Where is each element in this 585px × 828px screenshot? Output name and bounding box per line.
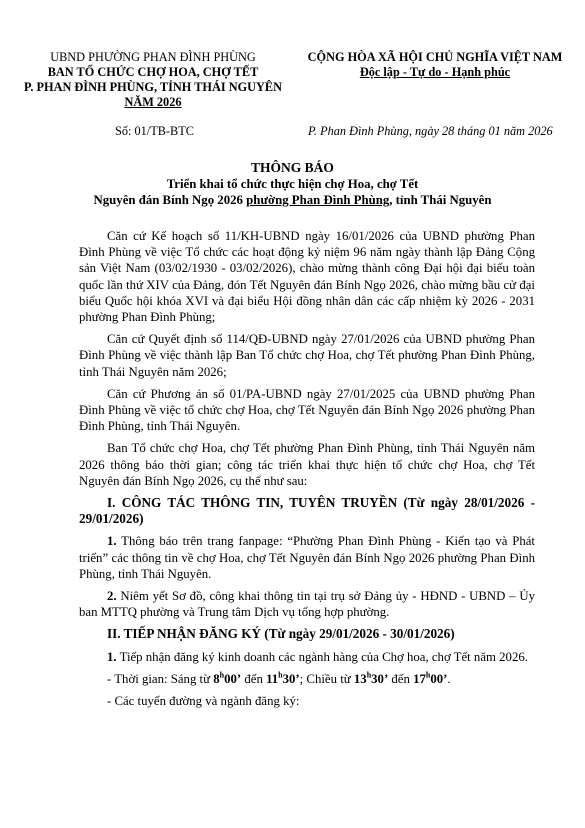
document-title: [40, 160, 545, 208]
time-1: [213, 672, 241, 686]
time-4-sup: h: [425, 670, 431, 680]
agency-line-2: BAN TỔ CHỨC CHỢ HOA, CHỢ TẾT: [47, 65, 259, 79]
time-1-min: 00’: [224, 671, 242, 686]
paragraph-basis-decision: Căn cứ Quyết định số 114/QĐ-UBND ngày 27/01/2026 của UBND phường Phan Đình Phùng về việc thành lập Ban Tổ chức chợ Hoa, chợ Tết phường Phan Đình Phùng, tỉnh Thái Nguyên năm 2026;: [79, 332, 535, 379]
title-line-3-post: , tỉnh Thái Nguyên: [389, 193, 492, 207]
time-3-hour: 13: [353, 671, 367, 686]
paragraph-announcement: Ban Tổ chức chợ Hoa, chợ Tết phường Phan Đình Phùng, tỉnh Thái Nguyên năm 2026 thông báo thời gian; công tác triển khai thực hiện tổ chức chợ Hoa, chợ Tết Nguyên đán Bính Ngọ 2026, cụ thể như sau:: [79, 441, 535, 488]
time-schedule: [79, 671, 535, 687]
paragraph-basis-plan: Căn cứ Kế hoạch số 11/KH-UBND ngày 16/01/2026 của UBND phường Phan Đình Phùng về việc Tổ chức các hoạt động kỷ niệm 96 năm ngày thành lập Đảng Cộng sản Việt Nam (03/02/1930 - 03/02/2026), chào mừng thành công Đại hội đại biểu toàn quốc lần thứ XIV của Đảng, đón Tết Nguyên đán Bính Ngọ 2026, chào mừng bầu cử đại biểu Quốc hội khóa XVI và đại biểu Hội đồng nhân dân các cấp nhiệm kỳ 2026 - 2031 phường Phan Đình Phùng;: [79, 229, 535, 325]
item-1-2: [79, 588, 535, 620]
time-2-min: 30’: [282, 671, 300, 686]
item-2-1-text: Tiếp nhận đăng ký kinh doanh các ngành hàng của Chợ hoa, chợ Tết năm 2026.: [116, 649, 528, 664]
title-line-3-pre: Nguyên đán Bính Ngọ 2026: [93, 193, 247, 207]
motto: Độc lập - Tự do - Hạnh phúc: [359, 65, 511, 79]
document-body: [79, 228, 535, 715]
item-1-1-text: Thông báo trên trang fanpage: “Phường Phan Đình Phùng - Kiến tạo và Phát triển” các thông tin về chợ Hoa, chợ Tết Nguyên đán Bính Ngọ 2026 phường Phan Đình Phùng, tỉnh Thái Nguyên.: [79, 534, 535, 581]
time-sep-2: ; Chiều từ: [299, 671, 354, 686]
time-2-hour: 11: [266, 671, 279, 686]
time-4-hour: 17: [413, 671, 426, 686]
section-heading-1: I. CÔNG TÁC THÔNG TIN, TUYÊN TRUYỀN (Từ ngày 28/01/2026 - 29/01/2026): [79, 495, 535, 527]
time-label: - Thời gian: Sáng từ: [107, 671, 214, 686]
time-1-hour: 8: [213, 671, 220, 686]
time-2: [266, 672, 300, 686]
title-line-3: [40, 192, 545, 208]
time-3-min: 30’: [371, 671, 389, 686]
item-1-2-text: Niêm yết Sơ đồ, công khai thông tin tại trụ sở Đảng ủy - HĐND - UBND – Ủy ban MTTQ phường và Trung tâm Dịch vụ tổng hợp phường.: [79, 589, 535, 620]
agency-line-1: UBND PHƯỜNG PHAN ĐÌNH PHÙNG: [50, 50, 256, 64]
time-2-sup: h: [278, 670, 283, 680]
title-line-2: Triển khai tổ chức thực hiện chợ Hoa, chợ Tết: [166, 177, 419, 191]
item-1-1-number: 1.: [107, 534, 117, 549]
item-1-1: [79, 533, 535, 582]
national-motto-header: [298, 50, 572, 80]
title-line-3-underlined: phường Phan Đình Phùng: [246, 193, 390, 207]
section-heading-2: II. TIẾP NHẬN ĐĂNG KÝ (Từ ngày 29/01/2026 - 30/01/2026): [107, 626, 455, 642]
time-4: [413, 672, 447, 686]
time-4-min: 00’: [430, 671, 448, 686]
item-2-1: [79, 649, 535, 665]
time-sep-3: đến: [388, 671, 414, 686]
time-end: .: [447, 671, 451, 686]
issuing-agency-header: [18, 50, 288, 110]
time-sep-1: đến: [241, 671, 267, 686]
time-3-sup: h: [366, 670, 372, 680]
title-heading: THÔNG BÁO: [251, 160, 334, 175]
time-3: [354, 672, 388, 686]
place-and-date: P. Phan Đình Phùng, ngày 28 tháng 01 năm 2026: [308, 124, 553, 138]
agency-line-4: NĂM 2026: [124, 95, 182, 109]
item-2-1-number: 1.: [107, 649, 117, 664]
document-number: Số: 01/TB-BTC: [115, 124, 194, 138]
paragraph-basis-scheme: Căn cứ Phương án số 01/PA-UBND ngày 27/01/2025 của UBND phường Phan Đình Phùng về việc tổ chức chợ Hoa, chợ Tết Nguyên đán Bính Ngọ 2026 phường Phan Đình Phùng, tỉnh Thái Nguyên.: [79, 386, 535, 434]
item-1-2-number: 2.: [107, 589, 117, 604]
routes-heading: - Các tuyến đường và ngành đăng ký:: [107, 694, 300, 709]
country-name: CỘNG HÒA XÃ HỘI CHỦ NGHĨA VIỆT NAM: [307, 50, 563, 64]
agency-line-3: P. PHAN ĐÌNH PHÙNG, TỈNH THÁI NGUYÊN: [23, 80, 283, 94]
time-1-sup: h: [219, 670, 225, 680]
